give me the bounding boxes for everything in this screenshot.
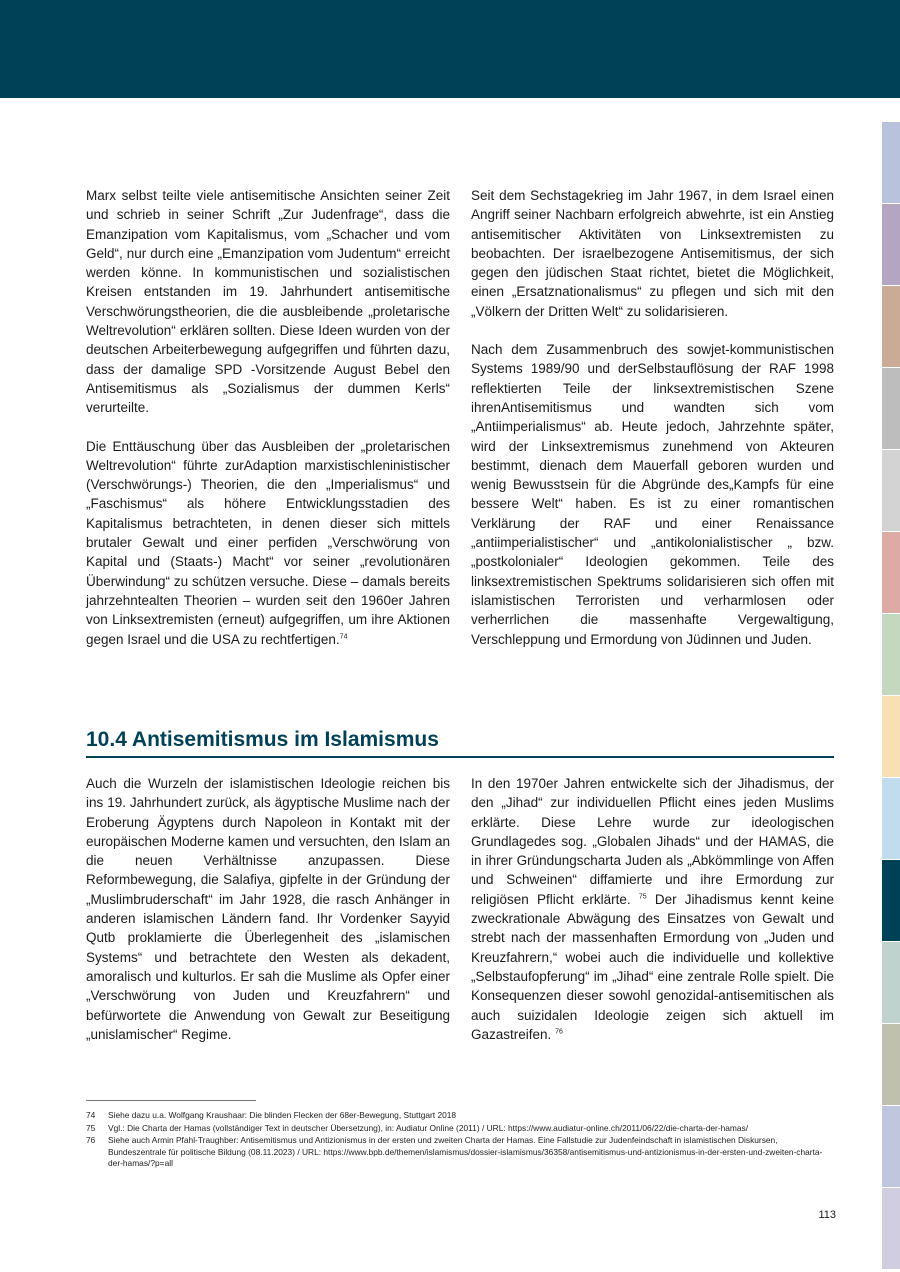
paragraph: Marx selbst teilte viele antisemitische Ansichten seiner Zeit und schrieb in seiner Schrift „Zur Judenfrage“, dass die Emanzipation vom Kapitalismus, vom „Schacher und vom Geld“, nur durch eine „Emanzipation vom Judentum“ erreicht werden könne. In kommunistischen und sozialistischen Kreisen entstanden im 19. Jahrhundert antisemitische Verschwörungstheorien, die die ausbleibende „proletarische Weltrevolution“ erklären sollten. Diese Ideen wurden von der deutschen Arbeiterbewegung aufgegriffen und führten dazu, dass der damalige SPD -Vorsitzende August Bebel den Antisemitismus als „Sozialismus der dummen Kerls“ verurteilte. [86,188,450,416]
footnote-number: 75 [86,1122,96,1133]
paragraph [471,774,834,1044]
chapter-tab[interactable] [882,1106,900,1187]
paragraph: Seit dem Sechstagekrieg im Jahr 1967, in dem Israel einen Angriff seiner Nachbarn erfolgreich abwehrte, ist ein Anstieg antisemitischer Aktivitäten von Linksextremisten zu beobachten. Der israelbezogene Antisemitismus, der sich gegen den jüdischen Staat richtet, bietet die Möglichkeit, einen „Ersatznationalismus“ zu pflegen und sich mit den „Völkern der Dritten Welt“ zu solidarisieren. [471,188,834,319]
paragraph: Nach dem Zusammenbruch des sowjet-kommunistischen Systems 1989/90 und derSelbstauflösung der RAF 1998 reflektierten Teile der linksextremistischen Szene ihrenAntisemitismus und wandten sich vom „Antiimperialismus“ ab. Heute jedoch, Jahrzehnte später, wird der Linksextremismus zunehmend von Akteuren bestimmt, dienach dem Mauerfall geboren wurden und wenig Bewusstsein für die Abgründe des„Kampfs für eine bessere Welt“ haben. Es ist zu einer romantischen Verklärung der RAF und einer Renaissance „antiimperialistischer“ und „antikolonialistischer „ bzw. „postkolonialer“ Ideologien gekommen. Teile des linksextremistischen Spektrums solidarisieren sich offen mit islamistischen Terroristen und verharmlosen oder verherrlichen die massenhafte Vergewaltigung, Verschleppung und Ermordung von Jüdinnen und Juden. [471,342,834,647]
footnote [86,1110,834,1122]
footnote-ref[interactable]: 74 [339,633,348,641]
page-number: 113 [818,1209,836,1221]
chapter-tab[interactable] [882,450,900,531]
paragraph [86,437,450,649]
chapter-tab[interactable] [882,614,900,695]
paragraph-text: Der Jihadismus kennt keine zweckrationale Abwägung des Einsatzes von Gewalt und strebt nach der massenhaften Ermordung von „Juden und Kreuzfahrern,“ wobei auch die individuelle und kollektive „Selbstaufopferung“ im „Jihad“ eine zentrale Rolle spielt. Die Konsequenzen dieser sowohl genozidal-antisemitischen als auch suizidalen Ideologie zeigen sich aktuell im Gazastreifen. [471,891,834,1042]
chapter-tab[interactable] [882,696,900,777]
paragraph-text: Die Enttäuschung über das Ausbleiben der „proletarischen Weltrevolution“ führte zurAdaption marxistischleninistischer (Verschwörungs-) Theorien, die den „Imperialismus“ und „Faschismus“ als höhere Entwicklungsstadien des Kapitalismus betrachteten, in denen dieser sich mittels brutaler Gewalt und einer perfiden „Verschwörung von Kapital und (Staats-) Macht“ vor seiner „revolutionären Überwindung“ zu schützen versuche. Diese – damals bereits jahrzehntealten Theorien – wurden seit den 1960er Jahren von Linksextremisten (erneut) aufgegriffen, um ihre Aktionen gegen Israel und die USA zu rechtfertigen. [86,438,450,647]
chapter-tab[interactable] [882,204,900,285]
footnote-text: Siehe auch Armin Pfahl-Traughber: Antisemitismus und Antizionismus in der ersten und zweiten Charta der Hamas. Eine Fallstudie zur Judenfeindschaft in islamistischen Diskursen, Bundeszentrale für politische Bildung (08.11.2023) / URL: https://www.bpb.de/themen/islamismus/dossier-islamismus/36358/antisemitismus-und-antizionismus-in-der-ersten-und-zweiten-charta-der-hamas/?p=all [108,1135,823,1168]
chapter-tab[interactable] [882,368,900,449]
footnote-ref[interactable]: 75 [638,893,647,901]
section-left-column [86,774,450,1044]
chapter-tab[interactable] [882,1024,900,1105]
chapter-tab[interactable] [882,532,900,613]
chapter-tab-active[interactable] [882,860,900,941]
chapter-tab[interactable] [882,778,900,859]
footnote [86,1135,834,1170]
footnote-text: Vgl.: Die Charta der Hamas (vollständiger Text in deutscher Übersetzung), in: Audiatur Online (2011) / URL: https://www.audiatur-online.ch/2011/06/22/die-charta-der-hamas/ [108,1122,749,1133]
footnote-divider [86,1100,256,1101]
footnote [86,1123,834,1135]
chapter-tab[interactable] [882,122,900,203]
footnote-text: Siehe dazu u.a. Wolfgang Kraushaar: Die blinden Flecken der 68er-Bewegung, Stuttgart 2018 [108,1110,457,1120]
section-right-column [471,774,834,1044]
footnote-number: 74 [86,1110,96,1120]
paragraph: Auch die Wurzeln der islamistischen Ideologie reichen bis ins 19. Jahrhundert zurück, als ägyptische Muslime nach der Eroberung Ägyptens durch Napoleon in Kontakt mit der europäischen Moderne kamen und versuchten, den Islam an die neuen Verhältnisse anzupassen. Diese Reformbewegung, die Salafiya, gipfelte in der Gründung der „Muslimbruderschaft“ im Jahr 1928, die rasch Anhänger in anderen islamischen Ländern fand. Ihr Vordenker Sayyid Qutb proklamierte die Überlegenheit des „islamischen Systems“ und betrachtete den Westen als dekadent, amoralisch und kulturlos. Er sah die Muslime als Opfer einer „Verschwörung von Juden und Kreuzfahrern“ und befürwortete die Anwendung von Gewalt zur Beseitigung „unislamischer“ Regime. [86,776,450,1042]
footnote-number: 76 [86,1135,96,1145]
chapter-tab[interactable] [882,1188,900,1269]
top-left-column [86,186,450,649]
section-heading: 10.4 Antisemitismus im Islamismus [86,728,834,758]
paragraph-text: In den 1970er Jahren entwickelte sich der Jihadismus, der den „Jihad“ zur individuellen Pflicht eines jeden Muslims erklärte. Diese Lehre wurde zur ideologischen Grundlagedes sog. „Globalen Jihads“ und der HAMAS, die in ihrer Gründungscharta Juden als „Abkömmlinge von Affen und Schweinen“ diffamierte und ihre Ermordung zur religiösen Pflicht erklärte. [471,776,834,907]
top-right-column [471,186,834,649]
chapter-tabs [882,122,900,1270]
chapter-tab[interactable] [882,286,900,367]
footnote-ref[interactable]: 76 [555,1028,563,1036]
chapter-tab[interactable] [882,942,900,1023]
footnotes [86,1110,834,1171]
header-bar [0,0,900,98]
